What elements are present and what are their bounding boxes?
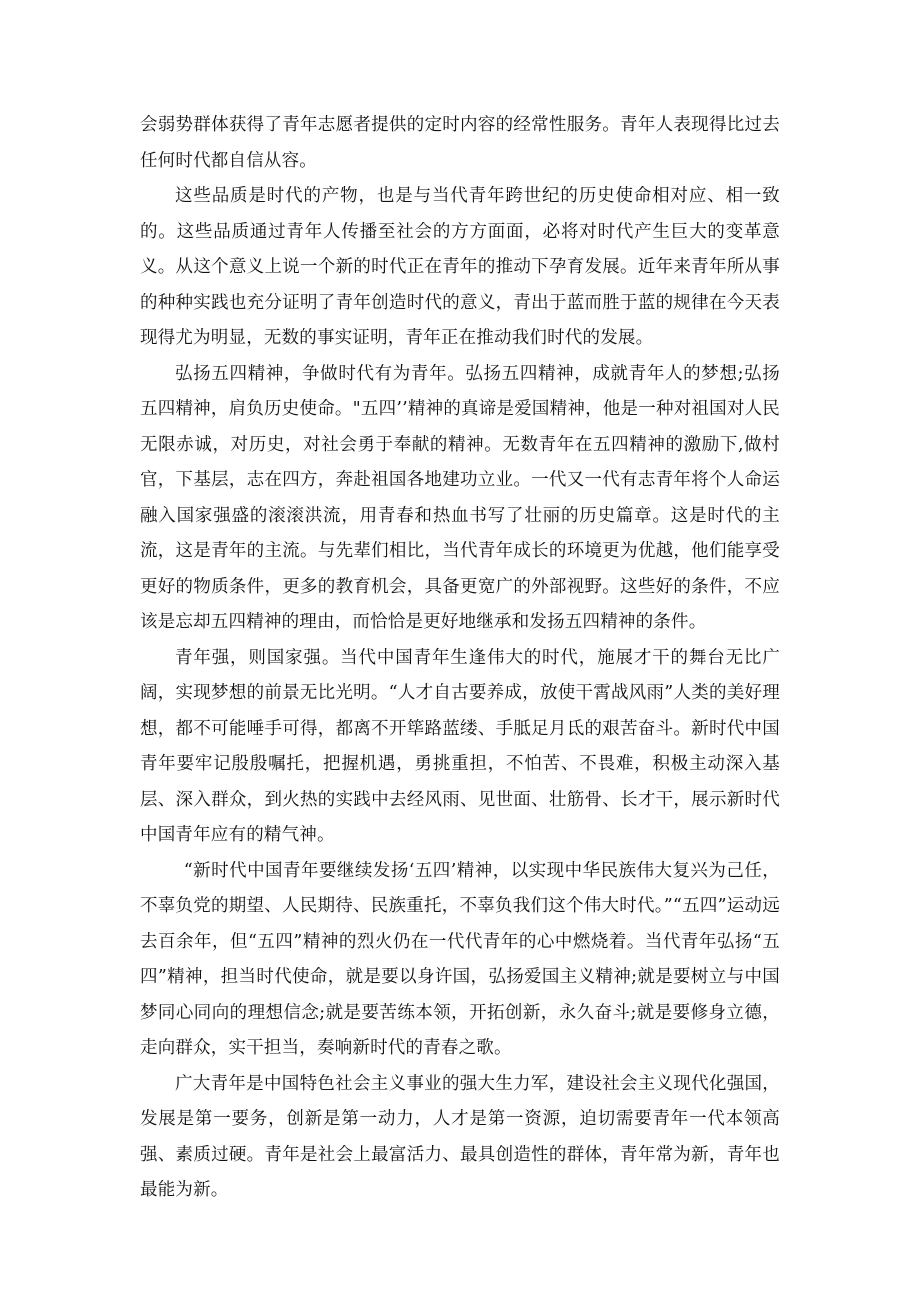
paragraph-may-fourth-spirit: 弘扬五四精神，争做时代有为青年。弘扬五四精神，成就青年人的梦想;弘扬五四精神，肩负历史使命。"五四’’精神的真谛是爱国精神，他是一种对祖国对人民无限赤诚，对历史，对社会勇于奉献的精神。无数青年在五四精神的激励下,做村官，下基层，志在四方，奔赴祖国各地建功立业。一代又一代有志青年将个人命运融入国家强盛的滚滚洪流，用青春和热血书写了壮丽的历史篇章。这是时代的主流，这是青年的主流。与先辈们相比，当代青年成长的环境更为优越，他们能享受更好的物质条件，更多的教育机会，具备更宽广的外部视野。这些好的条件，不应该是忘却五四精神的理由，而恰恰是更好地继承和发扬五四精神的条件。 xyxy=(140,363,780,632)
paragraph-era-qualities: 这些品质是时代的产物，也是与当代青年跨世纪的历史使命相对应、相一致的。这些品质通过青年人传播至社会的方方面面，必将对时代产生巨大的变革意义。从这个意义上说一个新的时代正在青年的推动下孕育发展。近年来青年所从事的种种实践也充分证明了青年创造时代的意义，青出于蓝而胜于蓝的规律在今天表现得尤为明显，无数的事实证明，青年正在推动我们时代的发展。 xyxy=(140,186,780,348)
paragraph-strong-youth: 青年强，则国家强。当代中国青年生逢伟大的时代，施展才干的舞台无比广阔，实现梦想的前景无比光明。“人才自古要养成，放使干霄战风雨”人类的美好理想，都不可能唾手可得，都离不开筚路蓝缕、手胝足月氐的艰苦奋斗。新时代中国青年要牢记殷殷嘱托，把握机遇，勇挑重担，不怕苦、不畏难，积极主动深入基层、深入群众，到火热的实践中去经风雨、见世面、壮筋骨、长才干，展示新时代中国青年应有的精气神。 xyxy=(140,647,780,845)
document-body xyxy=(140,108,780,1209)
paragraph-youth-force: 广大青年是中国特色社会主义事业的强大生力军，建设社会主义现代化强国，发展是第一要务，创新是第一动力，人才是第一资源，迫切需要青年一代本领高强、素质过硬。青年是社会上最富活力、最具创造性的群体，青年常为新，青年也最能为新。 xyxy=(140,1073,780,1200)
paragraph-quote-new-era: “新时代中国青年要继续发扬‘五四’精神，以实现中华民族伟大复兴为己任，不辜负党的期望、人民期待、民族重托，不辜负我们这个伟大时代。”“五四”运动远去百余年，但“五四”精神的烈火仍在一代代青年的心中燃烧着。当代青年弘扬“五四”精神，担当时代使命，就是要以身许国，弘扬爱国主义精神;就是要树立与中国梦同心同向的理想信念;就是要苦练本领，开拓创新，永久奋斗;就是要修身立德，走向群众，实干担当，奏响新时代的青春之歌。 xyxy=(140,860,780,1058)
paragraph-continuation: 会弱势群体获得了青年志愿者提供的定时内容的经常性服务。青年人表现得比过去任何时代都自信从容。 xyxy=(140,115,780,171)
